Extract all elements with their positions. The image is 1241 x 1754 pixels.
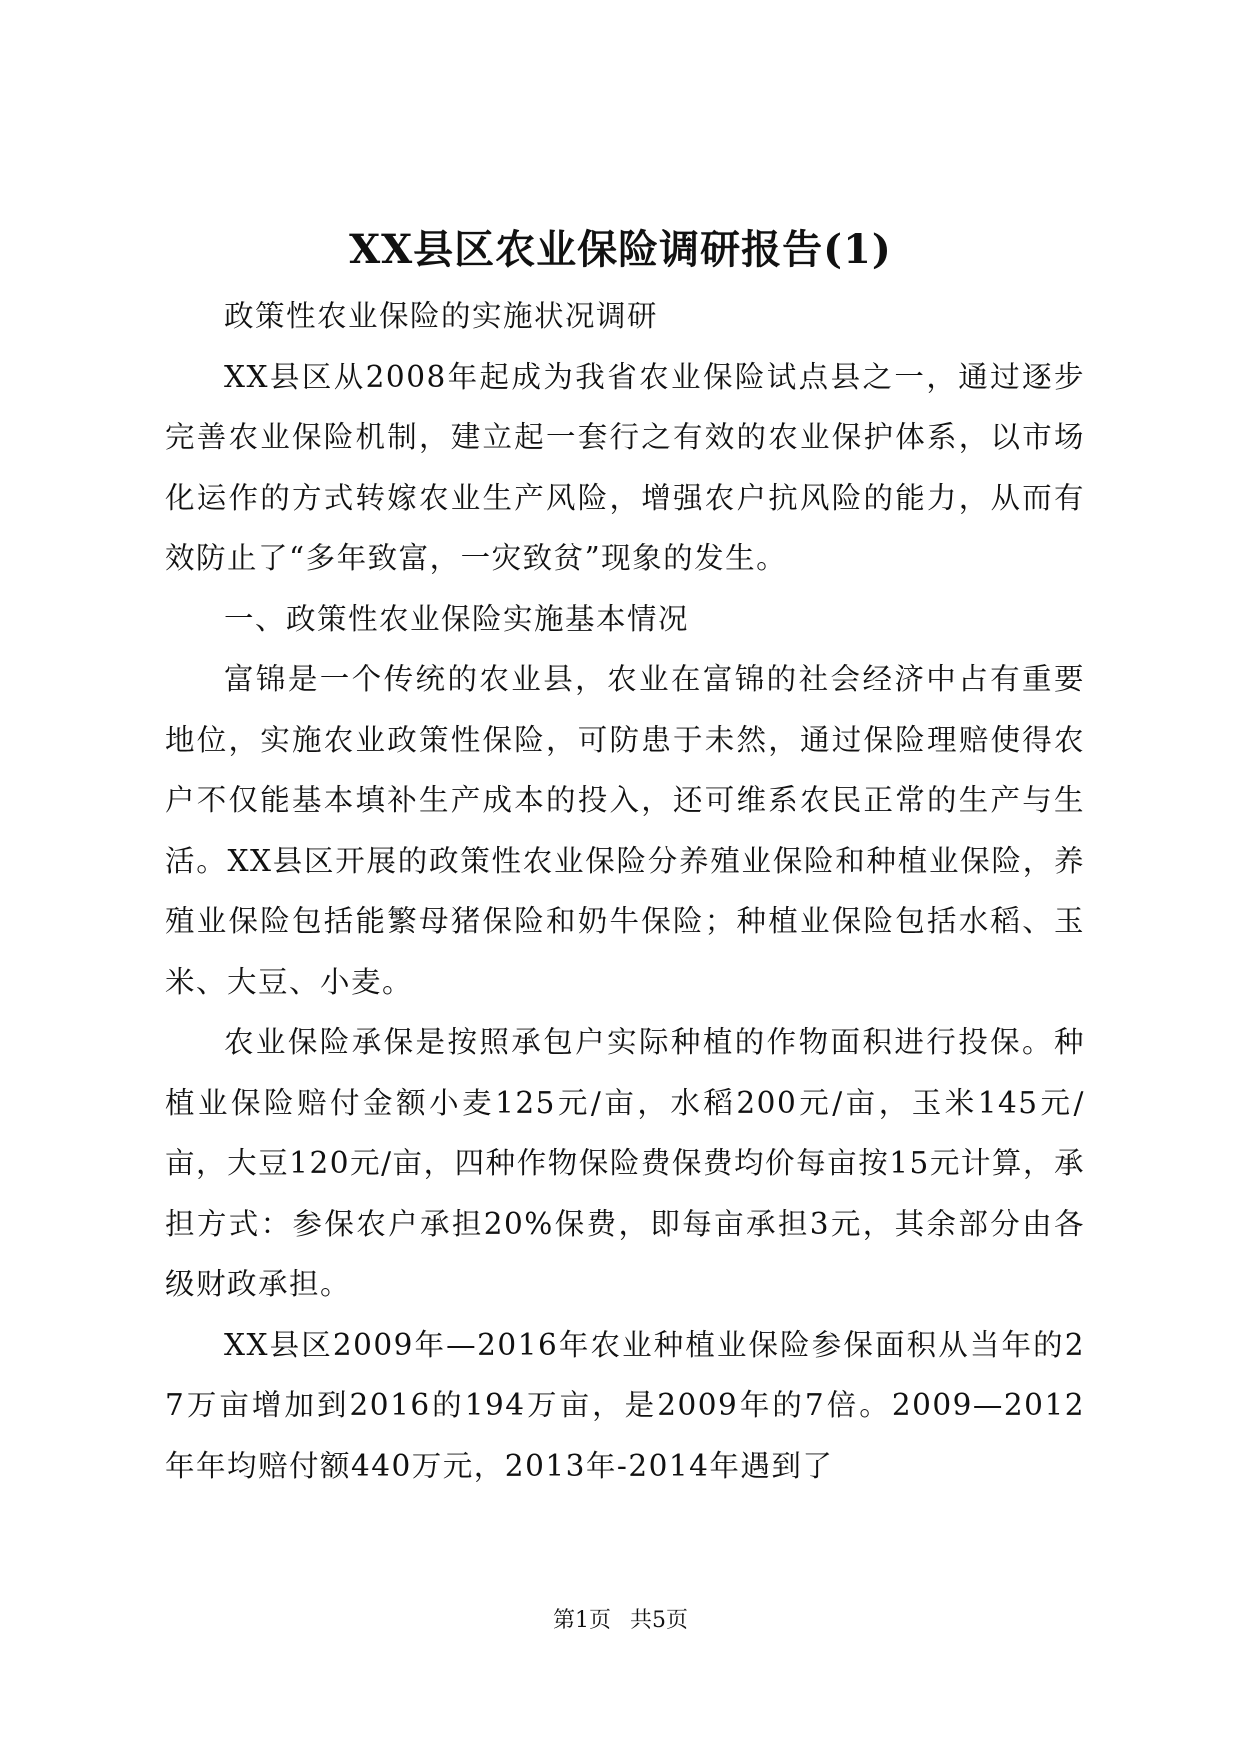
document-title: XX县区农业保险调研报告(1) [349, 226, 892, 273]
page-footer [0, 1606, 1241, 1636]
page-total: 共5页 [630, 1608, 688, 1633]
document-body [165, 286, 1085, 1496]
paragraph-subtitle: 政策性农业保险的实施状况调研 [224, 299, 659, 333]
paragraph-intro: XX县区从2008年起成为我省农业保险试点县之一，通过逐步完善农业保险机制，建立起一套行之有效的农业保护体系，以市场化运作的方式转嫁农业生产风险，增强农户抗风险的能力，从而有效防止了“多年致富，一灾致贫”现象的发生。 [165, 359, 1085, 575]
paragraph-background: 富锦是一个传统的农业县，农业在富锦的社会经济中占有重要地位，实施农业政策性保险，可防患于未然，通过保险理赔使得农户不仅能基本填补生产成本的投入，还可维系农民正常的生产与生活。XX县区开展的政策性农业保险分养殖业保险和种植业保险，养殖业保险包括能繁母猪保险和奶牛保险；种植业保险包括水稻、玉米、大豆、小麦。 [165, 662, 1085, 999]
page-number: 第1页 [553, 1608, 611, 1633]
paragraph-coverage: 农业保险承保是按照承包户实际种植的作物面积进行投保。种植业保险赔付金额小麦125元/亩，水稻200元/亩，玉米145元/亩，大豆120元/亩，四种作物保险费保费均价每亩按15元计算，承担方式：参保农户承担20%保费，即每亩承担3元，其余部分由各级财政承担。 [165, 1025, 1085, 1301]
section-heading: 一、政策性农业保险实施基本情况 [224, 601, 690, 636]
paragraph-statistics: XX县区2009年—2016年农业种植业保险参保面积从当年的27万亩增加到2016的194万亩，是2009年的7倍。2009—2012年年均赔付额440万元，2013年-2014年遇到了 [165, 1327, 1085, 1483]
